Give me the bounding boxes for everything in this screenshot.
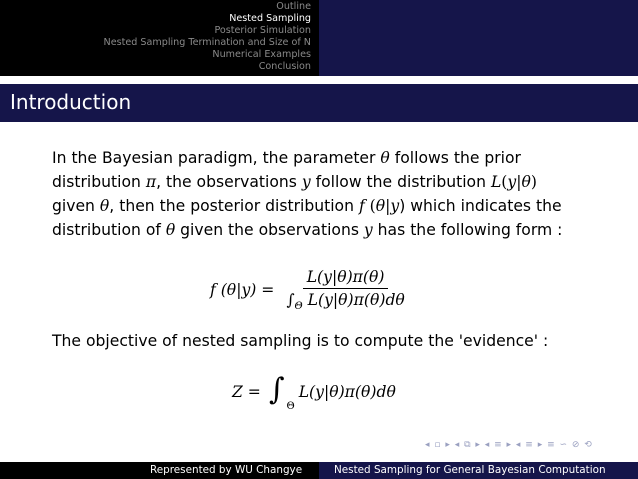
footer-title: Nested Sampling for General Bayesian Computation <box>334 464 606 476</box>
header <box>0 0 638 76</box>
text: distribution <box>52 173 146 191</box>
outline-item-conclusion[interactable]: Conclusion <box>258 61 311 72</box>
outline-item-posterior-simulation[interactable]: Posterior Simulation <box>214 25 311 36</box>
text: , the observations <box>156 173 302 191</box>
header-left-panel <box>0 0 319 76</box>
equation-posterior <box>210 262 409 318</box>
fraction <box>282 268 408 312</box>
math-L: L <box>490 173 502 191</box>
outline-item-termination[interactable]: Nested Sampling Termination and Size of N <box>103 37 311 48</box>
text: ) which indicates the <box>399 197 562 215</box>
math-f: f <box>358 197 365 215</box>
math-pi: π <box>145 173 157 191</box>
integral-sign: ∫ <box>268 372 285 407</box>
integrand: L(y|θ)π(θ)dθ <box>298 383 396 401</box>
text: ( <box>364 197 376 215</box>
denominator-integrand: L(y|θ)π(θ)dθ <box>307 291 405 309</box>
beamer-navigation-icons[interactable]: ◂ ▫ ▸ ◂ ⧉ ▸ ◂ ≡ ▸ ◂ ≡ ▸ ≡ ∽ ⊘ ⟲ <box>425 440 593 450</box>
footer-author: Represented by WU Changye <box>150 464 303 476</box>
equation-lhs: f (θ|y) = <box>210 281 275 299</box>
text: ) <box>530 173 537 191</box>
math-theta: θ <box>380 149 390 167</box>
integral-domain: Θ <box>286 400 295 412</box>
integral-sign: ∫ <box>286 291 295 309</box>
footer-left <box>0 462 319 479</box>
math-y-given-theta: y|θ <box>507 173 531 191</box>
paragraph-objective: The objective of nested sampling is to compute the 'evidence' : <box>52 332 549 350</box>
text: follows the prior <box>389 149 521 167</box>
frame-title: Introduction <box>10 90 132 114</box>
paragraph-intro <box>52 146 592 242</box>
integral-domain: Θ <box>294 301 303 312</box>
header-right-panel <box>319 0 638 76</box>
math-theta: θ <box>99 197 110 215</box>
text: ( <box>501 173 508 191</box>
math-theta-given-y: θ|y <box>375 197 400 215</box>
text: has the following form : <box>372 221 563 239</box>
equation-evidence <box>232 368 396 416</box>
text: follow the distribution <box>310 173 491 191</box>
footer-right <box>319 462 638 479</box>
outline-item-numerical-examples[interactable]: Numerical Examples <box>212 49 311 60</box>
math-y: y <box>363 221 373 239</box>
text: given the observations <box>175 221 364 239</box>
fraction-numerator: L(y|θ)π(θ) <box>303 268 389 289</box>
text: distribution of <box>52 221 166 239</box>
text: In the Bayesian paradigm, the parameter <box>52 149 381 167</box>
frame-title-bar <box>0 84 638 122</box>
outline-item-outline[interactable]: Outline <box>276 1 311 12</box>
math-y: y <box>301 173 311 191</box>
outline-item-nested-sampling[interactable]: Nested Sampling <box>229 13 311 24</box>
outline-nav <box>104 1 311 73</box>
fraction-denominator <box>282 289 408 312</box>
equation-lhs: Z = <box>232 383 261 401</box>
math-theta: θ <box>165 221 176 239</box>
text: given <box>52 197 100 215</box>
text: , then the posterior distribution <box>109 197 359 215</box>
